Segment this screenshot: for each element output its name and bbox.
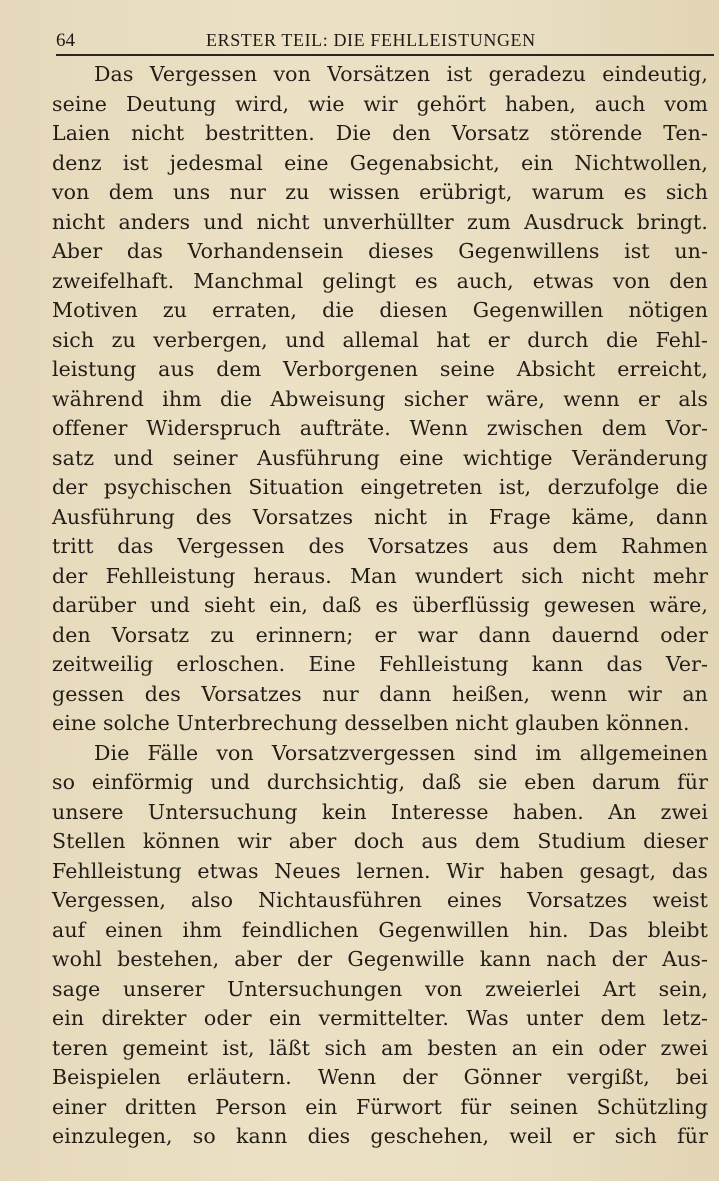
- text-line: Die Fälle von Vorsatzvergessen sind im allgemeinen: [94, 740, 708, 765]
- text-line: tritt das Vergessen des Vorsatzes aus dem Rahmen: [52, 534, 708, 558]
- running-title: ERSTER TEIL: DIE FEHLLEISTUNGEN: [206, 30, 536, 50]
- text-line: Laien nicht bestritten. Die den Vorsatz störende Ten-: [52, 121, 708, 145]
- text-line: Beispielen erläutern. Wenn der Gönner vergißt, bei: [52, 1065, 708, 1089]
- text-line: sich zu verbergen, und allemal hat er durch die Fehl-: [52, 327, 708, 352]
- text-line: Stellen können wir aber doch aus dem Studium dieser: [52, 829, 708, 853]
- text-line: einer dritten Person ein Fürwort für seinen Schützling: [52, 1094, 708, 1119]
- text-line: eine solche Unterbrechung desselben nicht glauben können.: [52, 711, 690, 735]
- page-number: 64: [56, 30, 75, 51]
- text-line: Motiven zu erraten, die diesen Gegenwillen nötigen: [52, 298, 708, 322]
- page-header: [56, 28, 714, 56]
- text-line: leistung aus dem Verborgenen seine Absicht erreicht,: [52, 357, 708, 381]
- text-line: teren gemeint ist, läßt sich am besten an ein oder zwei: [52, 1035, 708, 1060]
- text-line: auf einen ihm feindlichen Gegenwillen hin. Das bleibt: [52, 917, 708, 942]
- text-line: Das Vergessen von Vorsätzen ist geradezu eindeutig,: [94, 62, 708, 86]
- text-line: einzulegen, so kann dies geschehen, weil er sich für: [52, 1124, 708, 1148]
- text-line: Vergessen, also Nichtausführen eines Vorsatzes weist: [52, 888, 708, 912]
- body-text: [52, 60, 708, 1152]
- text-line: unsere Untersuchung kein Interesse haben. An zwei: [52, 799, 708, 824]
- text-line: seine Deutung wird, wie wir gehört haben, auch vom: [52, 91, 708, 116]
- text-line: der psychischen Situation eingetreten ist, derzufolge die: [52, 475, 708, 499]
- text-line: zeitweilig erloschen. Eine Fehlleistung kann das Ver-: [52, 652, 708, 676]
- text-line: Fehlleistung etwas Neues lernen. Wir haben gesagt, das: [52, 858, 708, 883]
- text-line: denz ist jedesmal eine Gegenabsicht, ein Nichtwollen,: [52, 150, 708, 175]
- text-line: der Fehlleistung heraus. Man wundert sich nicht mehr: [52, 563, 708, 588]
- text-line: nicht anders und nicht unverhüllter zum Ausdruck bringt.: [52, 209, 708, 234]
- text-line: offener Widerspruch aufträte. Wenn zwischen dem Vor-: [52, 416, 708, 440]
- text-line: von dem uns nur zu wissen erübrigt, warum es sich: [52, 180, 708, 204]
- text-line: Aber das Vorhandensein dieses Gegenwillens ist un-: [52, 239, 708, 263]
- text-line: sage unserer Untersuchungen von zweierlei Art sein,: [52, 976, 708, 1001]
- text-line: zweifelhaft. Manchmal gelingt es auch, etwas von den: [52, 268, 708, 293]
- text-line: während ihm die Abweisung sicher wäre, wenn er als: [52, 386, 708, 411]
- text-line: den Vorsatz zu erinnern; er war dann dauernd oder: [52, 622, 708, 647]
- text-line: wohl bestehen, aber der Gegenwille kann nach der Aus-: [52, 947, 708, 971]
- text-line: ein direkter oder ein vermittelter. Was unter dem letz-: [52, 1006, 708, 1030]
- text-line: gessen des Vorsatzes nur dann heißen, wenn wir an: [52, 681, 708, 706]
- text-line: Ausführung des Vorsatzes nicht in Frage käme, dann: [52, 504, 708, 529]
- text-line: so einförmig und durchsichtig, daß sie eben darum für: [52, 770, 708, 794]
- text-line: darüber und sieht ein, daß es überflüssig gewesen wäre,: [52, 593, 708, 617]
- text-line: satz und seiner Ausführung eine wichtige Veränderung: [52, 445, 708, 470]
